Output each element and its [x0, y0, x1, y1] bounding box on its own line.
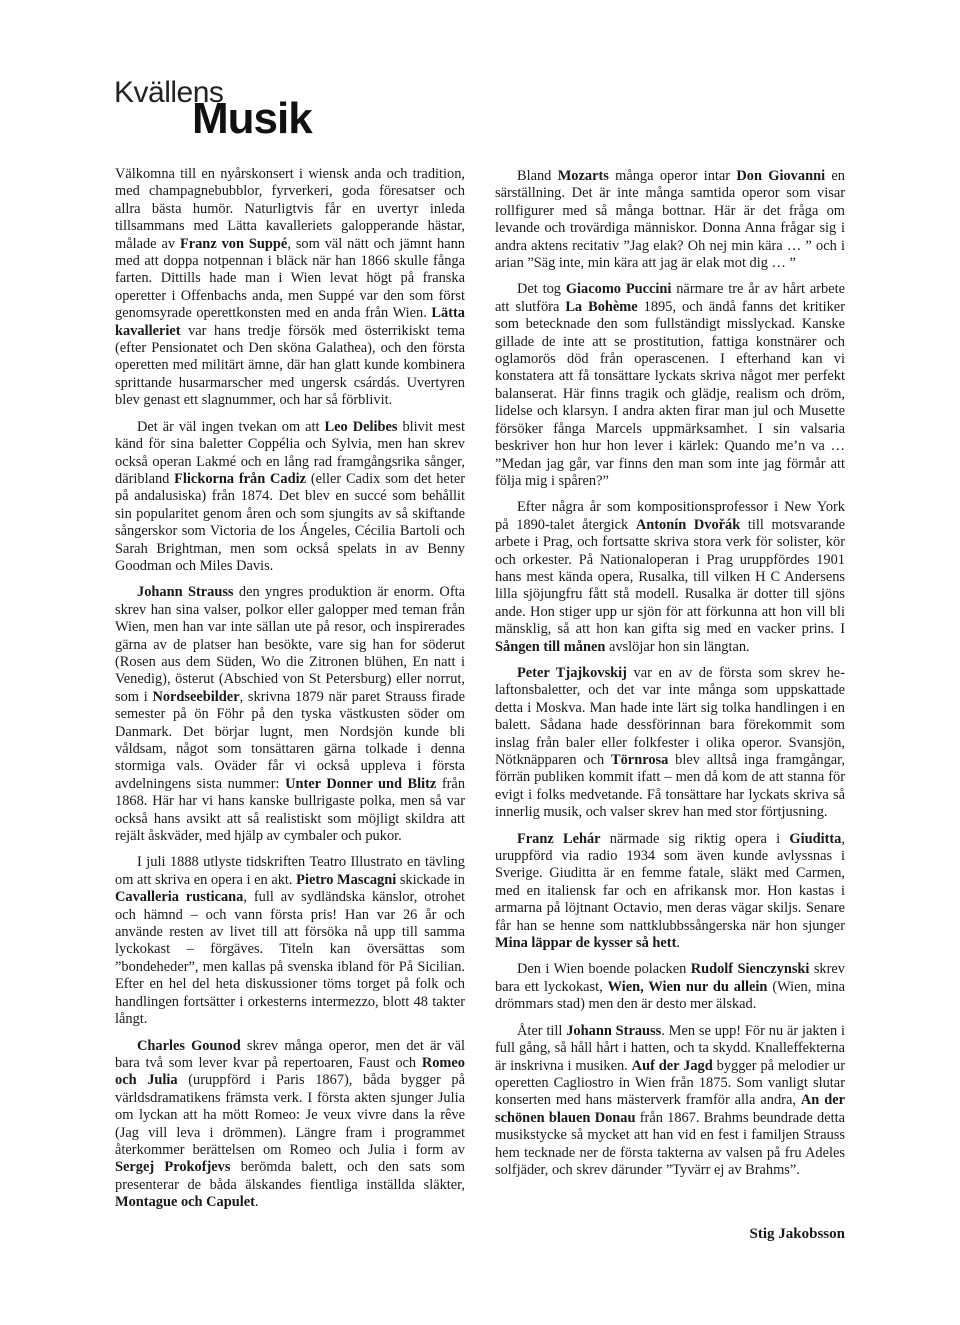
text-run: var en av de första som skrev helaftonsbaletter, och det var inte många som uppskattade detta i Moskva. Man hade inte lärt sig tolka handlingen i en balett. Sådana hade dessförinnan bara förekommit som inslag från baler eller folkfester i olika operor. Svansjön, Nötknäpparen och: [495, 664, 845, 768]
bold-run: Johann Strauss: [137, 584, 234, 601]
text-run: från 1868. Här har vi hans kanske bullrigaste polka, men så var också hans avsikt att så realistiskt som möjligt skildra att rejält åskväder, med hjälp av cymbaler och pukor.: [115, 775, 466, 845]
text-run: från 1867. Brahms beundrade detta musikstycke så mycket att han vid en fest i familjen Strauss hem tecknade ner de första takterna av valsen på fru Adeles solfjäder, och skrev därunder ”Tyvärr ej av Brahms”.: [495, 1109, 845, 1178]
bold-run: Pietro Mascagni: [296, 871, 397, 888]
text-run: Efter några år som kompositionsprofessor i New York på 1890-talet återgick: [495, 499, 845, 533]
text-run: Det är väl ingen tvekan om att: [137, 418, 325, 435]
left-column: [115, 166, 465, 1221]
bold-run: Johann Strauss: [566, 1022, 662, 1039]
article-title: [114, 76, 374, 146]
bold-run: Franz Lehár: [517, 830, 601, 847]
text-run: I juli 1888 utlyste tidskriften Teatro Illustrato en tävling om att skriva en opera i en akt.: [115, 854, 465, 888]
paragraph-strauss: [115, 584, 465, 845]
bold-run: Flickorna från Cadiz: [174, 470, 307, 487]
paragraph-sienczynski: [495, 961, 845, 1013]
text-run: , som väl nätt och jämnt hann med att doppa notpennan i bläck när han 1866 skulle fånga farten. Dittills hade man i Wien levat högt på franska operetter i Offenbachs anda, men Suppé var den som först genomsyrade operettkonsten med en anda från Wien.: [115, 235, 465, 322]
paragraph-gounod: [115, 1038, 465, 1212]
bold-run: Mina läppar de kysser så hett: [495, 935, 677, 952]
text-run: skrev många operor, men det är väl bara två som lever kvar på repertoaren, Faust och: [115, 1037, 465, 1071]
bold-run: Charles Gounod: [137, 1037, 241, 1054]
bold-run: Unter Donner und Blitz: [285, 775, 437, 792]
bold-run: Sången till månen: [495, 638, 606, 655]
text-run: . Men se upp! För nu är jakten i full gång, så håll hårt i hatten, och ta skydd. Knalleffekterna är inskrivna i musiken.: [495, 1022, 845, 1074]
bold-run: Peter Tjajkovskij: [517, 664, 627, 681]
text-run: Välkomna till en nyårskonsert i wiensk anda och tradition, med champagnebubblor, fyrverkeri, goda föresatser och allra bästa humör. Naturligtvis får en uvertyr inleda tillsammans med Lätta kavalleriets galopperande hästar, målade av: [115, 166, 465, 252]
text-run: bygger på melodier ur operetten Cagliostro in Wien från 1875. Som vanligt slutar konserten med hans mästerverk framför alla andra,: [495, 1057, 845, 1109]
text-run: många operor intar: [608, 168, 737, 184]
bold-run: Törnrosa: [611, 752, 669, 768]
title-kvallens: Kvällens: [114, 76, 224, 109]
text-run: blev alltså inga framgångar, förrän publiken kommit ifatt – men då kom de att stanna för evigt i folks medvetande. Få tonsättare har lyckats skriva så innerlig musik, och valser skrev han med stor förtjusning.: [495, 752, 845, 821]
text-run: (Wien, mina drömmars stad) men den är desto mer älskad.: [495, 978, 845, 1013]
text-run: 1895, och ändå fanns det kritiker som betecknade den som fullständigt misslyckad. Kanske gillade de inte att se prostitution, fattiga konstnärer och oglamorös död från operascenen. I efterhand kan vi konstatera att få tonsättare lyckats skriva något mer perfekt balanserat. Här finns tragik och glädje, realism och dröm, lidelse och klarsyn. I andra akten firar man jul och Musette försöker fånga Marcels uppmärksamhet. I sin valsaria beskriver hon hur hon lever i kärlek: Quando me’n va … ”Medan jag går, var finns den man som inte jag förmår att följa mig i spåren?”: [495, 298, 845, 489]
text-run: (uruppförd i Paris 1867), båda bygger på världsdramatikens främsta verk. I första akten sjunger Julia om lyckan att ha mött Romeo: Je veux vivre dans la rêve (Jag vill leva i drömmen). Längre fram i programmet återkommer berättelsen om Romeo och Julia i form av: [115, 1072, 465, 1158]
bold-run: Lätta kavalleriet: [115, 305, 465, 339]
text-run: Den i Wien boende polacken: [517, 961, 691, 978]
bold-run: Cavalleria rusticana: [115, 889, 244, 906]
bold-run: Giacomo Puccini: [565, 281, 672, 298]
bold-run: Giuditta: [789, 830, 842, 847]
bold-run: Auf der Jagd: [631, 1057, 713, 1074]
bold-run: La Bohème: [565, 298, 638, 315]
text-run: närmare tre år av hårt arbete att slutföra: [495, 281, 845, 315]
bold-run: Leo Delibes: [324, 418, 398, 435]
bold-run: Montague och Capulet: [115, 1194, 255, 1211]
bold-run: Don Giovanni: [736, 168, 826, 184]
text-run: den yngres produktion är enorm. Ofta skrev han sina valser, polkor eller galopper med teman från Wien, men han var inte sällan ute på resor, och inspirerades gärna av de platser han besökte, vare sig han for söderut (Rosen aus dem Süden, Wo die Zitronen blühen, En natt i Venedig), österut (Abschied von St Petersburg) eller norrut, som i: [115, 584, 466, 705]
text-run: Det tog: [517, 281, 566, 298]
right-column: [495, 168, 845, 1188]
text-run: en särställning. Det är inte många samtida operor som visar rollfigurer med så många bottnar. Här är det fråga om levande och trovärdiga människor. Donna Anna frågar sig i andra aktens recitativ ”Jag elak? Oh nej min kära … ” och i arian ”Säg inte, min kära att jag är elak mot dig … ”: [495, 168, 845, 272]
text-run: avslöjar hon sin längtan.: [605, 638, 750, 655]
text-run: , skrivna 1879 när paret Strauss firade semester på ön Föhr på den tyska västkusten söder om Danmark. Det börjar lugnt, men Nordsjön kunde bli våldsam, något som tonsättaren gärna tolkade i denna stormiga vals. Oväder får vi också uppleva i första avdelningens sista nummer:: [115, 688, 465, 792]
bold-run: Antonín Dvořák: [635, 516, 741, 533]
bold-run: An der schönen blauen Donau: [495, 1092, 846, 1126]
text-run: Åter till: [517, 1022, 567, 1039]
text-run: (eller Cadix som det heter på andalusiska) från 1874. Det blev en succé som behållit sin popularitet genom åren och som sjungits av så skiftande sångerskor som Victoria de los Ángeles, Cécilia Bartoli och Sarah Brightman, men som också spelats in av Benny Goodman och Miles Davis.: [115, 470, 465, 574]
text-run: , full av sydländska känslor, otrohet och hämnd – och vann första pris! Han var 26 år och använde resten av livet till att försöka nå upp till samma lyckokast – förgäves. Titeln kan översättas som ”bondeheder”, men kallas på svenska ibland för På Sicilian. Efter en hel del heta diskussioner töms torget på folk och handlingen fortsätter i orkesterns intermezzo, blott 48 takter långt.: [115, 889, 466, 1028]
bold-run: Franz von Suppé: [179, 235, 288, 252]
bold-run: Nordseebilder: [152, 688, 240, 705]
text-run: .: [676, 935, 680, 952]
text-run: .: [254, 1194, 259, 1211]
text-run: skickade in: [396, 871, 465, 888]
author-signature: Stig Jakobsson: [749, 1226, 845, 1242]
paragraph-delibes: [115, 419, 465, 576]
text-run: Bland: [517, 168, 558, 184]
paragraph-tjajkovskij: [495, 665, 845, 822]
paragraph-puccini: [495, 281, 845, 490]
bold-run: Wien, Wien nur du allein: [607, 978, 768, 995]
paragraph-mascagni: [115, 854, 465, 1028]
paragraph-lehar: [495, 831, 845, 953]
bold-run: Romeo och Julia: [115, 1054, 465, 1089]
paragraph-mozart: [495, 168, 845, 272]
text-run: , uruppförd via radio 1934 som även kunde avlyssnas i Sverige. Giuditta är en femme fatale, släkt med Carmen, med en italiensk far och en afrikansk mor. Hon kastas i armarna på löjtnant Octavio, men deras vägar skiljs. Senare får han se henne som nattklubbssångerska när hon sjunger: [495, 830, 845, 934]
text-run: närmade sig riktig opera i: [600, 830, 790, 847]
text-run: var hans tredje försök med österrikiskt tema (efter Pensionatet och Den sköna Galathea), och den första operetten med militärt ämne, där han glatt kunde kombinera sprittande husarmarscher med ungersk csárdás. Uvertyren blev genast ett slagnummer, och har så förblivit.: [115, 322, 465, 409]
paragraph-suppe: [115, 166, 465, 410]
bold-run: Sergej Prokofjevs: [115, 1159, 231, 1176]
text-run: blivit mest känd för sina baletter Coppélia och Sylvia, men han skrev också operan Lakmé och en lång rad framgångsrika sånger, däribland: [115, 418, 465, 487]
text-run: till motsvarande arbete i Prag, och fortsatte skriva stora verk för solister, kör och orkester. På Nationaloperan i Prag uruppfördes 1901 hans mest kända opera, Rusalka, till vilken H C Andersens lilla sjöjungfru fått stå modell. Rusalka är dotter till sjöns ande. Hon stiger upp ur sjön för att förkunna att hon vill bli mänsklig, så att hon kan gifta sig med en vacker prins. I: [495, 516, 845, 638]
bold-run: Mozarts: [557, 168, 609, 184]
paragraph-dvorak: [495, 499, 845, 656]
text-run: berömda balett, och den sats som presenterar de båda älskandes fientliga inställda släkter,: [115, 1159, 465, 1193]
bold-run: Rudolf Sienczynski: [690, 961, 810, 978]
paragraph-strauss-finale: [495, 1023, 845, 1180]
title-musik: Musik: [192, 94, 312, 143]
text-run: skrev bara ett lyckokast,: [495, 961, 845, 995]
